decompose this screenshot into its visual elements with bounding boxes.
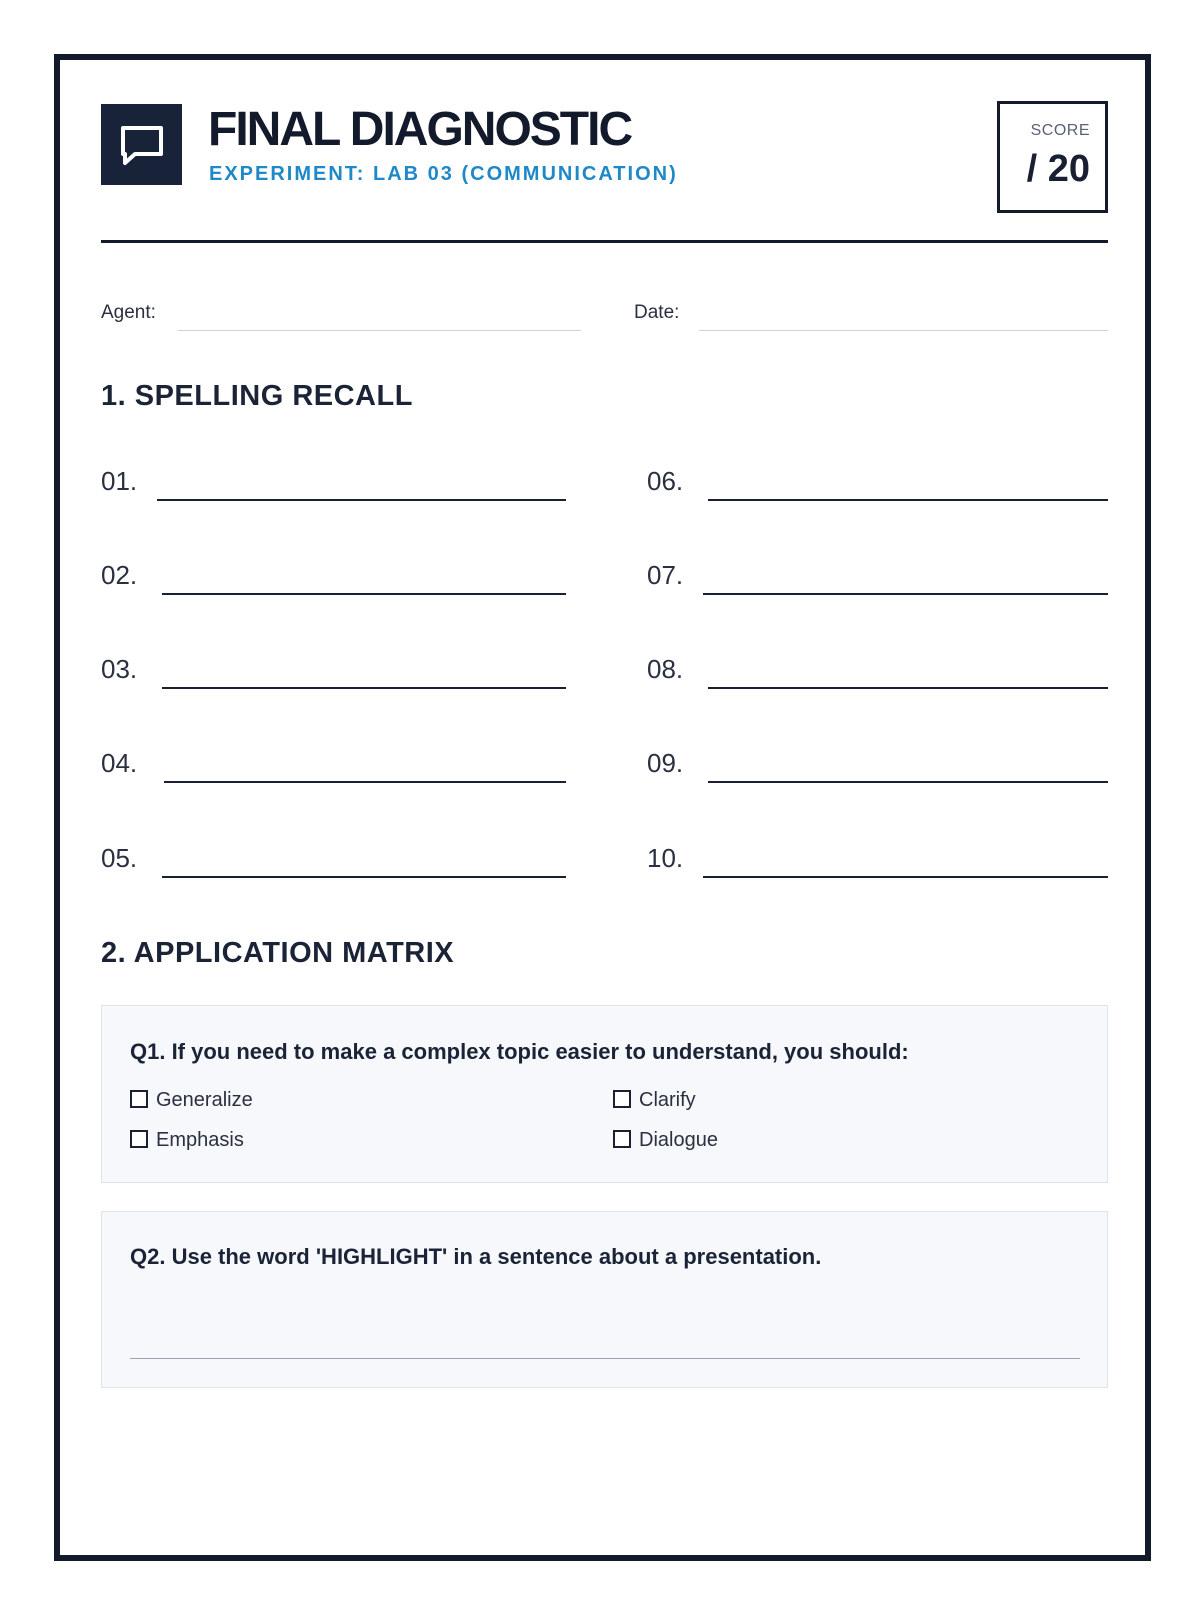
- header-divider: [101, 240, 1108, 243]
- section-title-spelling: 1. SPELLING RECALL: [101, 380, 413, 412]
- checkbox[interactable]: [130, 1090, 148, 1108]
- q2-answer-line[interactable]: [130, 1358, 1080, 1359]
- question-text-q2: Q2. Use the word 'HIGHLIGHT' in a sentence about a presentation.: [130, 1244, 822, 1269]
- question-text-q1: Q1. If you need to make a complex topic easier to understand, you should:: [130, 1039, 909, 1064]
- option-label: Emphasis: [156, 1129, 244, 1151]
- option-emphasis[interactable]: [130, 1128, 244, 1152]
- section-title-application: 2. APPLICATION MATRIX: [101, 937, 455, 969]
- checkbox[interactable]: [613, 1130, 631, 1148]
- agent-field[interactable]: [178, 330, 581, 331]
- option-generalize[interactable]: [130, 1088, 253, 1112]
- option-label: Clarify: [639, 1089, 696, 1111]
- spelling-answer-line[interactable]: [157, 499, 566, 501]
- spelling-number: 04.: [101, 748, 138, 778]
- checkbox[interactable]: [613, 1090, 631, 1108]
- page-title: FINAL DIAGNOSTIC: [208, 103, 632, 156]
- spelling-number: 07.: [647, 560, 684, 590]
- spelling-answer-line[interactable]: [703, 876, 1108, 878]
- spelling-number: 06.: [647, 466, 684, 496]
- spelling-number: 02.: [101, 560, 138, 590]
- spelling-number: 03.: [101, 654, 138, 684]
- option-label: Dialogue: [639, 1129, 718, 1151]
- spelling-number: 01.: [101, 466, 138, 496]
- spelling-number: 08.: [647, 654, 684, 684]
- spelling-answer-line[interactable]: [703, 593, 1108, 595]
- spelling-number: 09.: [647, 748, 684, 778]
- question-box-q2: [101, 1211, 1108, 1388]
- spelling-number: 10.: [647, 843, 684, 873]
- spelling-answer-line[interactable]: [708, 781, 1108, 783]
- date-field[interactable]: [699, 330, 1108, 331]
- score-label: SCORE: [1030, 122, 1090, 139]
- spelling-answer-line[interactable]: [162, 593, 566, 595]
- option-label: Generalize: [156, 1089, 253, 1111]
- checkbox[interactable]: [130, 1130, 148, 1148]
- question-box-q1: [101, 1005, 1108, 1183]
- page-subtitle: EXPERIMENT: LAB 03 (COMMUNICATION): [209, 163, 678, 185]
- spelling-answer-line[interactable]: [162, 687, 566, 689]
- spelling-answer-line[interactable]: [162, 876, 566, 878]
- date-label: Date:: [634, 302, 680, 323]
- speech-bubble-icon: [117, 120, 167, 170]
- spelling-answer-line[interactable]: [164, 781, 566, 783]
- spelling-answer-line[interactable]: [708, 499, 1108, 501]
- score-box: [997, 101, 1108, 213]
- score-value: / 20: [1026, 148, 1090, 190]
- spelling-answer-line[interactable]: [708, 687, 1108, 689]
- agent-label: Agent:: [101, 302, 156, 323]
- option-clarify[interactable]: [613, 1088, 696, 1112]
- logo: [101, 104, 182, 185]
- option-dialogue[interactable]: [613, 1128, 718, 1152]
- spelling-number: 05.: [101, 843, 138, 873]
